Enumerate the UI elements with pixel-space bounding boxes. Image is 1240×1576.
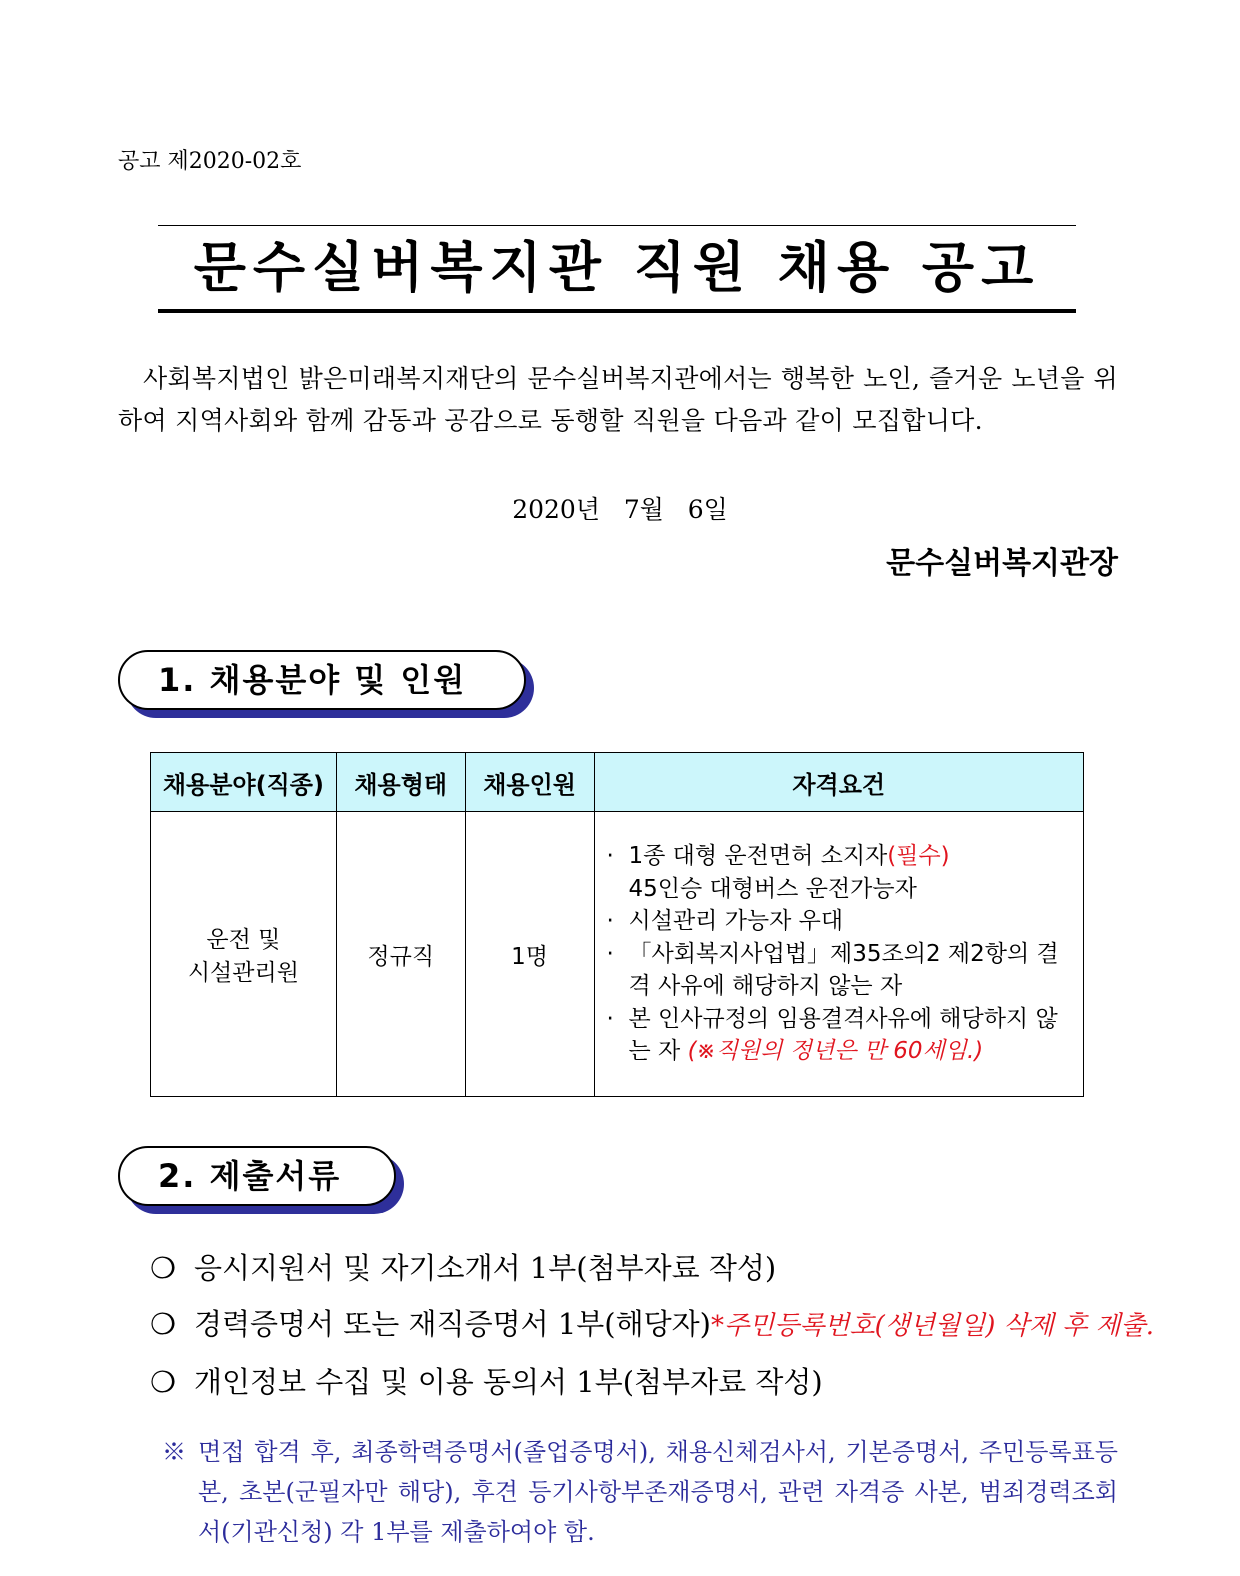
requirement-4 xyxy=(607,1003,1067,1068)
retirement-age-note: (※직원의 정년은 만 60세임.) xyxy=(687,1038,984,1065)
cell-requirements xyxy=(594,812,1083,1097)
header-field: 채용분야(직종) xyxy=(151,753,337,812)
document-item-text: 개인정보 수집 및 이용 동의서 1부(첨부자료 작성) xyxy=(194,1365,823,1399)
signer: 문수실버복지관장 xyxy=(886,546,1118,581)
requirement-2-text: 시설관리 가능자 우대 xyxy=(628,908,844,935)
notice-date: 2020년 7월 6일 xyxy=(512,495,728,524)
header-requirements: 자격요건 xyxy=(594,753,1083,812)
table-header-row xyxy=(151,753,1084,812)
requirement-1-continued: 45인승 대형버스 운전가능자 xyxy=(628,875,917,902)
section1-heading-label: 1. 채용분야 및 인원 xyxy=(118,650,526,710)
documents-list xyxy=(150,1240,1155,1410)
requirement-3 xyxy=(607,938,1067,1003)
table-row xyxy=(151,812,1084,1097)
list-item xyxy=(150,1296,1155,1354)
document-item-text: 경력증명서 또는 재직증명서 1부(해당자) xyxy=(194,1307,711,1341)
footnote: ※ 면접 합격 후, 최종학력증명서(졸업증명서), 채용신체검사서, 기본증명서, 주민등록표등본, 초본(군필자만 해당), 후견 등기사항부존재증명서, 관련 자격증 사본, 범죄경력조회서(기관신청) 각 1부를 제출하여야 함. xyxy=(162,1438,1118,1546)
recruitment-table xyxy=(150,752,1084,1097)
circle-bullet-icon: ❍ xyxy=(150,1251,176,1285)
header-type: 채용형태 xyxy=(336,753,465,812)
circle-bullet-icon: ❍ xyxy=(150,1307,176,1341)
notice-number: 공고 제2020-02호 xyxy=(118,149,302,174)
requirement-bullet: · xyxy=(606,940,614,967)
field-line-2: 시설관리원 xyxy=(187,960,299,986)
cell-field xyxy=(151,812,337,1097)
requirement-bullet: · xyxy=(606,843,614,870)
requirement-1 xyxy=(607,840,1067,905)
header-count: 채용인원 xyxy=(465,753,594,812)
page-title: 문수실버복지관 직원 채용 공고 xyxy=(193,236,1041,299)
circle-bullet-icon: ❍ xyxy=(150,1365,176,1399)
list-item xyxy=(150,1354,1130,1410)
document-item-text: 응시지원서 및 자기소개서 1부(첨부자료 작성) xyxy=(194,1251,777,1285)
title-rule-bottom xyxy=(158,309,1076,313)
cell-type: 정규직 xyxy=(336,812,465,1097)
requirement-1-text: 1종 대형 운전면허 소지자 xyxy=(628,843,888,870)
requirement-3-text: 「사회복지사업법」제35조의2 제2항의 결격 사유에 해당하지 않는 자 xyxy=(628,940,1059,1000)
title-rule-top xyxy=(158,225,1076,226)
field-line-1: 운전 및 xyxy=(206,927,281,953)
cell-count: 1명 xyxy=(465,812,594,1097)
requirement-1-flag: (필수) xyxy=(887,843,950,870)
requirement-bullet: · xyxy=(606,1005,614,1032)
document-item-note: *주민등록번호(생년월일) 삭제 후 제출. xyxy=(710,1311,1155,1341)
requirement-bullet: · xyxy=(606,908,614,935)
intro-paragraph: 사회복지법인 밝은미래복지재단의 문수실버복지관에서는 행복한 노인, 즐거운 노년을 위하여 지역사회와 함께 감동과 공감으로 동행할 직원을 다음과 같이 모집합니다. xyxy=(118,364,1118,435)
requirement-4-text: 본 인사규정의 임용결격사유에 해당하지 않는 자 xyxy=(628,1005,1058,1065)
section1-heading xyxy=(118,650,526,710)
requirement-2 xyxy=(607,905,1067,938)
list-item xyxy=(150,1240,1130,1296)
section2-heading xyxy=(118,1146,396,1206)
section2-heading-label: 2. 제출서류 xyxy=(118,1146,396,1206)
